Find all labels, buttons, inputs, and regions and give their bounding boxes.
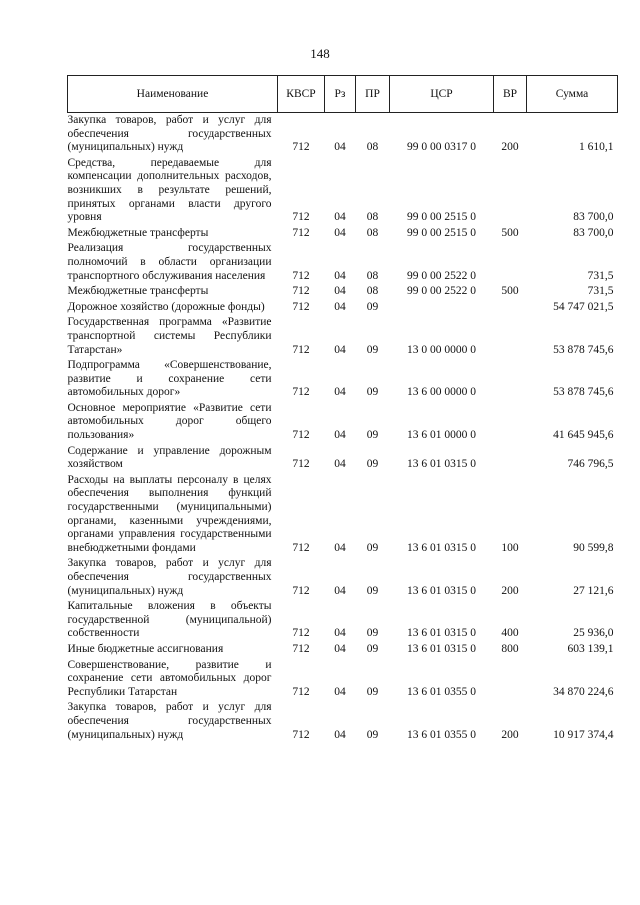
cell-sum: 34 870 224,6 — [553, 685, 614, 698]
cell-name: Межбюджетные трансферты — [67, 285, 209, 298]
cell-csr: 13 6 01 0315 0 — [407, 642, 476, 655]
cell-pr: 09 — [366, 584, 379, 597]
cell-name: Закупка товаров, работ и услуг для обеспечения государственных (муниципальных) нужд — [67, 701, 272, 741]
header-vr: ВР — [494, 76, 527, 113]
cell-name: Капитальные вложения в объекты государственной (муниципальной) собственности — [67, 600, 272, 640]
cell-pr: 09 — [366, 300, 379, 313]
cell-name: Совершенствование, развитие и сохранение сети автомобильных дорог Республики Татарстан — [67, 658, 272, 698]
cell-name: Закупка товаров, работ и услуг для обеспечения государственных (муниципальных) нужд — [67, 114, 272, 154]
cell-kvsr: 712 — [292, 642, 310, 655]
cell-name: Межбюджетные трансферты — [67, 226, 209, 239]
cell-pr: 09 — [366, 685, 379, 698]
cell-csr: 13 6 01 0315 0 — [407, 627, 476, 640]
cell-sum: 53 878 745,6 — [553, 386, 614, 399]
cell-rz: 04 — [334, 300, 346, 313]
cell-csr: 99 0 00 2522 0 — [407, 285, 476, 298]
cell-sum: 53 878 745,6 — [553, 343, 614, 356]
cell-vr — [494, 241, 527, 284]
table-row — [68, 556, 618, 599]
table-row — [68, 226, 618, 242]
cell-rz: 04 — [334, 343, 346, 356]
cell-vr: 200 — [501, 728, 519, 741]
cell-kvsr: 712 — [292, 226, 310, 239]
cell-kvsr: 712 — [292, 429, 310, 442]
cell-name: Средства, передаваемые для компенсации дополнительных расходов, возникших в результате решений, принятых органами власти другого уровня — [67, 156, 272, 224]
cell-kvsr: 712 — [292, 343, 310, 356]
cell-csr: 13 6 01 0315 0 — [407, 584, 476, 597]
cell-vr: 500 — [501, 285, 519, 298]
cell-name: Иные бюджетные ассигнования — [67, 642, 224, 655]
cell-sum: 1 610,1 — [579, 141, 614, 154]
cell-sum: 603 139,1 — [567, 642, 614, 655]
budget-table — [67, 75, 618, 743]
cell-csr: 13 6 01 0000 0 — [407, 429, 476, 442]
cell-kvsr: 712 — [292, 541, 310, 554]
page-number: 148 — [310, 46, 330, 61]
cell-rz: 04 — [334, 141, 346, 154]
cell-name: Реализация государственных полномочий в области организации транспортного обслуживания населения — [67, 242, 272, 282]
cell-sum: 90 599,8 — [573, 541, 614, 554]
cell-kvsr: 712 — [292, 685, 310, 698]
cell-pr: 09 — [366, 386, 379, 399]
table-row — [68, 315, 618, 358]
cell-rz: 04 — [334, 211, 346, 224]
cell-pr: 09 — [366, 458, 379, 471]
cell-name: Подпрограмма «Совершенствование, развитие и сохранение сети автомобильных дорог» — [67, 359, 272, 399]
cell-pr: 09 — [366, 343, 379, 356]
cell-sum: 83 700,0 — [573, 211, 614, 224]
table-row — [68, 700, 618, 743]
cell-rz: 04 — [334, 728, 346, 741]
cell-rz: 04 — [334, 269, 346, 282]
cell-pr: 08 — [366, 226, 379, 239]
cell-csr: 13 0 00 0000 0 — [407, 343, 476, 356]
cell-sum: 746 796,5 — [567, 458, 614, 471]
cell-csr: 99 0 00 2522 0 — [407, 269, 476, 282]
cell-vr — [494, 156, 527, 226]
cell-csr: 99 0 00 2515 0 — [407, 211, 476, 224]
cell-csr: 13 6 01 0355 0 — [407, 685, 476, 698]
cell-pr: 09 — [366, 642, 379, 655]
cell-kvsr: 712 — [292, 386, 310, 399]
cell-csr: 13 6 01 0315 0 — [407, 541, 476, 554]
cell-kvsr: 712 — [292, 627, 310, 640]
cell-sum: 27 121,6 — [573, 584, 614, 597]
header-kvsr: КВСР — [278, 76, 325, 113]
cell-csr: 99 0 00 0317 0 — [407, 141, 476, 154]
header-rz: Рз — [325, 76, 356, 113]
cell-pr: 09 — [366, 728, 379, 741]
cell-sum: 731,5 — [587, 269, 614, 282]
cell-vr — [494, 401, 527, 444]
cell-name: Содержание и управление дорожным хозяйством — [67, 444, 272, 471]
table-row — [68, 113, 618, 156]
cell-vr: 200 — [501, 584, 519, 597]
cell-vr — [494, 358, 527, 401]
header-csr: ЦСР — [390, 76, 494, 113]
cell-sum: 25 936,0 — [573, 627, 614, 640]
cell-vr — [494, 444, 527, 473]
table-row — [68, 444, 618, 473]
table-row — [68, 358, 618, 401]
header-name: Наименование — [68, 76, 278, 113]
cell-vr — [494, 658, 527, 701]
cell-csr — [390, 300, 494, 316]
cell-pr: 09 — [366, 541, 379, 554]
cell-pr: 08 — [366, 269, 379, 282]
cell-kvsr: 712 — [292, 141, 310, 154]
cell-rz: 04 — [334, 627, 346, 640]
cell-rz: 04 — [334, 458, 346, 471]
cell-rz: 04 — [334, 541, 346, 554]
table-row — [68, 401, 618, 444]
cell-rz: 04 — [334, 685, 346, 698]
cell-name: Основное мероприятие «Развитие сети автомобильных дорог общего пользования» — [67, 401, 272, 442]
cell-csr: 99 0 00 2515 0 — [407, 226, 476, 239]
cell-kvsr: 712 — [292, 584, 310, 597]
cell-kvsr: 712 — [292, 300, 310, 313]
cell-pr: 08 — [366, 211, 379, 224]
table-row — [68, 284, 618, 300]
table-row — [68, 156, 618, 226]
cell-name: Государственная программа «Развитие транспортной системы Республики Татарстан» — [67, 316, 272, 356]
table-row — [68, 473, 618, 557]
cell-sum: 54 747 021,5 — [553, 300, 614, 313]
header-pr: ПР — [356, 76, 390, 113]
header-sum: Сумма — [527, 76, 618, 113]
table-body — [68, 113, 618, 744]
cell-name: Дорожное хозяйство (дорожные фонды) — [67, 300, 265, 313]
cell-sum: 731,5 — [587, 285, 614, 298]
cell-csr: 13 6 01 0355 0 — [407, 728, 476, 741]
table-row — [68, 241, 618, 284]
cell-kvsr: 712 — [292, 269, 310, 282]
cell-kvsr: 712 — [292, 285, 310, 298]
cell-pr: 09 — [366, 429, 379, 442]
cell-kvsr: 712 — [292, 211, 310, 224]
cell-vr: 100 — [501, 541, 519, 554]
cell-rz: 04 — [334, 226, 346, 239]
cell-vr: 500 — [501, 226, 519, 239]
cell-rz: 04 — [334, 285, 346, 298]
cell-pr: 08 — [366, 141, 379, 154]
cell-csr: 13 6 01 0315 0 — [407, 458, 476, 471]
table-header-row — [68, 76, 618, 113]
table-row — [68, 300, 618, 316]
cell-pr: 08 — [366, 285, 379, 298]
cell-sum: 41 645 945,6 — [553, 429, 614, 442]
cell-name: Расходы на выплаты персоналу в целях обеспечения выполнения функций государственными (муниципальными) органами, казенными учреждениями, органами управления государственными внебюджетными фондами — [67, 473, 272, 554]
cell-rz: 04 — [334, 584, 346, 597]
cell-kvsr: 712 — [292, 728, 310, 741]
cell-rz: 04 — [334, 429, 346, 442]
cell-pr: 09 — [366, 627, 379, 640]
table-row — [68, 658, 618, 701]
cell-sum: 10 917 374,4 — [553, 728, 614, 741]
cell-vr: 200 — [501, 141, 519, 154]
cell-vr: 400 — [501, 627, 519, 640]
cell-vr — [494, 315, 527, 358]
table-row — [68, 642, 618, 658]
cell-vr — [494, 300, 527, 316]
cell-rz: 04 — [334, 386, 346, 399]
table-row — [68, 599, 618, 642]
cell-sum: 83 700,0 — [573, 226, 614, 239]
cell-rz: 04 — [334, 642, 346, 655]
cell-vr: 800 — [501, 642, 519, 655]
cell-name: Закупка товаров, работ и услуг для обеспечения государственных (муниципальных) нужд — [67, 557, 272, 597]
cell-kvsr: 712 — [292, 458, 310, 471]
cell-csr: 13 6 00 0000 0 — [407, 386, 476, 399]
